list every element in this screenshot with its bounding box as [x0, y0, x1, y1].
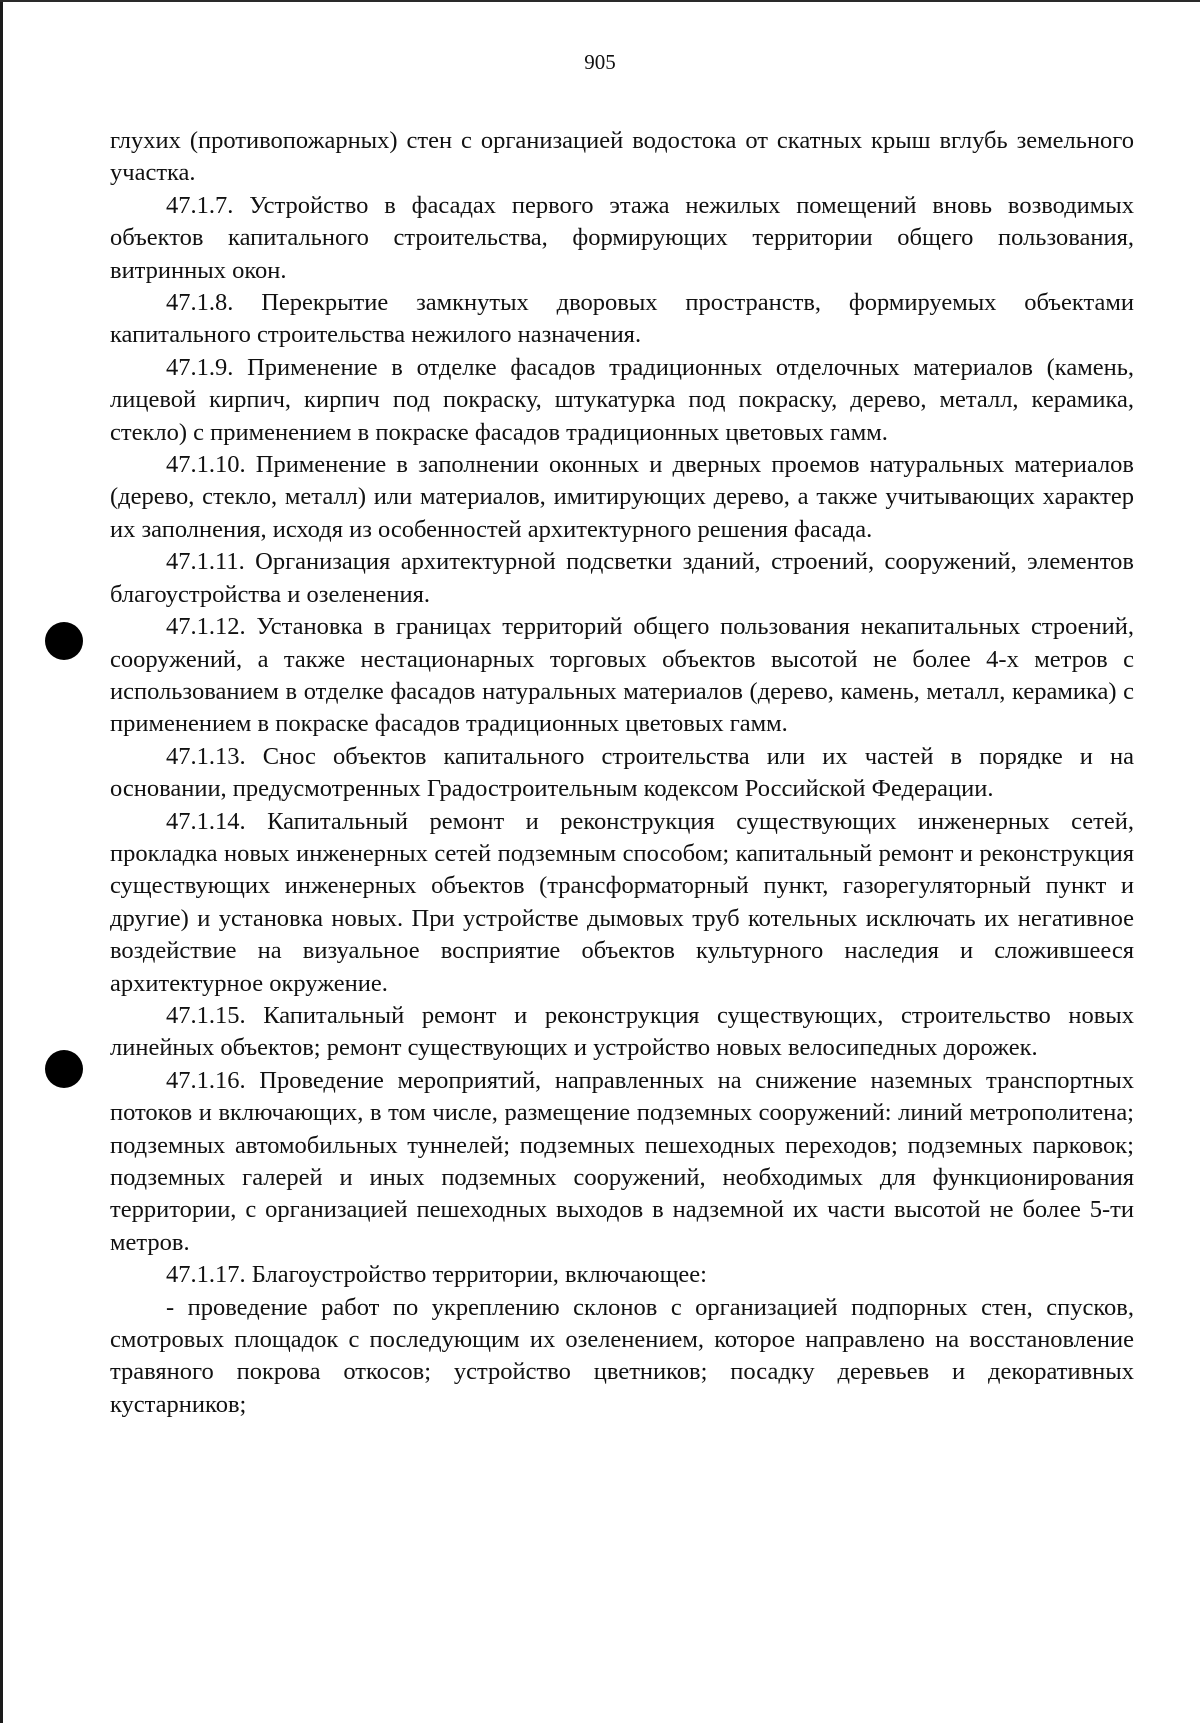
paragraph: 47.1.17. Благоустройство территории, включающее: — [166, 1261, 707, 1289]
paragraph: 47.1.10. Применение в заполнении оконных и дверных проемов натуральных материалов (дерево, стекло, металл) или материалов, имитирующих дерево, а также учитывающих характер их заполнения, исходя из особенностей архитектурного решения фасада. — [110, 451, 1134, 543]
punch-hole-mark — [45, 622, 83, 660]
document-body — [110, 125, 1134, 1421]
paragraph: 47.1.14. Капитальный ремонт и реконструкция существующих инженерных сетей, прокладка новых инженерных сетей подземным способом; капитальный ремонт и реконструкция существующих инженерных объектов (трансформаторный пункт, газорегуляторный пункт и другие) и установка новых. При устройстве дымовых труб котельных исключать их негативное воздействие на визуальное восприятие объектов культурного наследия и сложившееся архитектурное окружение. — [110, 807, 1134, 997]
scan-top-edge — [0, 0, 1200, 2]
paragraph: 47.1.16. Проведение мероприятий, направленных на снижение наземных транспортных потоков и включающих, в том числе, размещение подземных сооружений: линий метрополитена; подземных автомобильных туннелей; подземных пешеходных переходов; подземных парковок; подземных галерей и иных подземных сооружений, необходимых для функционирования территории, с организацией пешеходных выходов в надземной их части высотой не более 5-ти метров. — [110, 1066, 1134, 1256]
paragraph: 47.1.15. Капитальный ремонт и реконструкция существующих, строительство новых линейных объектов; ремонт существующих и устройство новых велосипедных дорожек. — [110, 1001, 1134, 1062]
paragraph: 47.1.13. Снос объектов капитального строительства или их частей в порядке и на основании, предусмотренных Градостроительным кодексом Российской Федерации. — [110, 742, 1134, 803]
paragraph: - проведение работ по укреплению склонов с организацией подпорных стен, спусков, смотровых площадок с последующим их озеленением, которое направлено на восстановление травяного покрова откосов; устройство цветников; посадку деревьев и декоративных кустарников; — [110, 1293, 1134, 1418]
paragraph: 47.1.11. Организация архитектурной подсветки зданий, строений, сооружений, элементов благоустройства и озеленения. — [110, 548, 1134, 608]
paragraph: 47.1.8. Перекрытие замкнутых дворовых пространств, формируемых объектами капитального строительства нежилого назначения. — [110, 289, 1134, 349]
paragraph: 47.1.7. Устройство в фасадах первого этажа нежилых помещений вновь возводимых объектов капитального строительства, формирующих территории общего пользования, витринных окон. — [110, 191, 1134, 284]
scan-left-edge — [0, 0, 3, 1723]
paragraph: 47.1.12. Установка в границах территорий общего пользования некапитальных строений, сооружений, а также нестационарных торговых объектов высотой не более 4-х метров с использованием в отделке фасадов натуральных материалов (дерево, камень, металл, керамика) с применением в покраске фасадов традиционных цветовых гамм. — [110, 613, 1134, 738]
paragraph: глухих (противопожарных) стен с организацией водостока от скатных крыш вглубь земельного участка. — [110, 127, 1134, 187]
punch-hole-mark — [45, 1050, 83, 1088]
page-number: 905 — [584, 50, 616, 74]
paragraph: 47.1.9. Применение в отделке фасадов традиционных отделочных материалов (камень, лицевой кирпич, кирпич под покраску, штукатурка под покраску, дерево, металл, керамика, стекло) с применением в покраске фасадов традиционных цветовых гамм. — [110, 353, 1134, 446]
